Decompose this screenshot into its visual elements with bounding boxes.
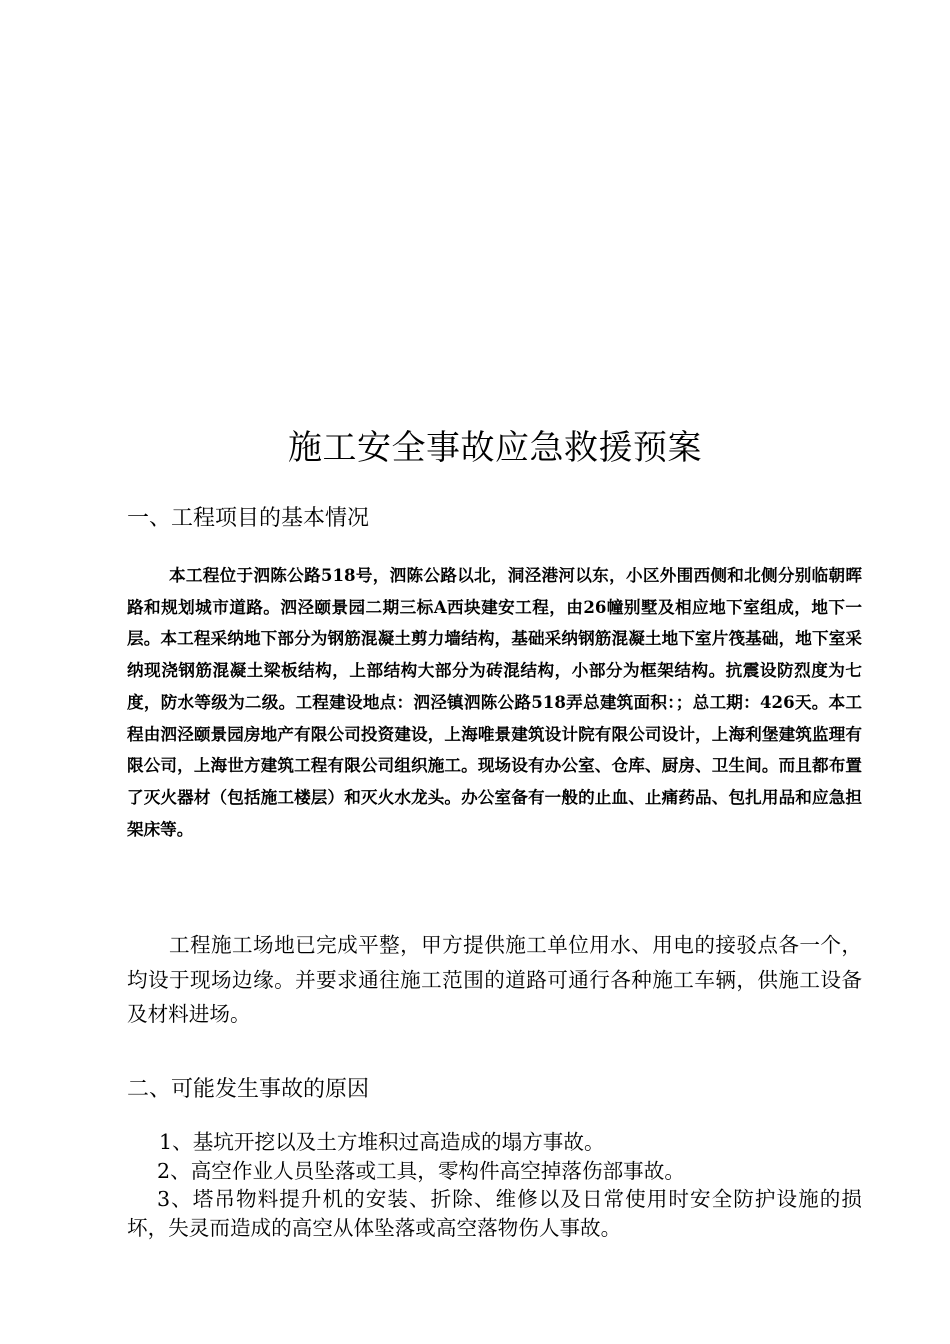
accident-causes-list xyxy=(127,1128,862,1242)
document-title: 施工安全事故应急救援预案 xyxy=(288,428,702,468)
section-heading-accident-causes: 二、可能发生事故的原因 xyxy=(127,1077,370,1102)
site-preparation-paragraph: 工程施工场地已完成平整，甲方提供施工单位用水、用电的接驳点各一个，均设于现场边缘。并要求通往施工范围的道路可通行各种施工车辆，供施工设备及材料进场。 xyxy=(127,933,862,1026)
list-item: 3、塔吊物料提升机的安装、折除、维修以及日常使用时安全防护设施的损坏，失灵而造成的高空从体坠落或高空落物伤人事故。 xyxy=(127,1187,862,1240)
project-description-paragraph: 本工程位于泗陈公路518号，泗陈公路以北，洞泾港河以东，小区外围西侧和北侧分别临朝晖路和规划城市道路。泗泾颐景园二期三标A西块建安工程，由26幢别墅及相应地下室组成，地下一层。本工程采纳地下部分为钢筋混凝土剪力墙结构，基础采纳钢筋混凝土地下室片筏基础，地下室采纳现浇钢筋混凝土梁板结构，上部结构大部分为砖混结构，小部分为框架结构。抗震设防烈度为七度，防水等级为二级。工程建设地点：泗泾镇泗陈公路518弄总建筑面积：；总工期：426天。本工程由泗泾颐景园房地产有限公司投资建设，上海唯景建筑设计院有限公司设计，上海利堡建筑监理有限公司，上海世方建筑工程有限公司组织施工。现场设有办公室、仓库、厨房、卫生间。而且都布置了灭火器材（包括施工楼层）和灭火水龙头。办公室备有一般的止血、止痛药品、包扎用品和应急担架床等。 xyxy=(127,565,862,839)
section-heading-project-overview: 一、工程项目的基本情况 xyxy=(127,506,370,531)
list-item: 1、基坑开挖以及土方堆积过高造成的塌方事故。 xyxy=(159,1130,605,1154)
list-item: 2、高空作业人员坠落或工具，零构件高空掉落伤部事故。 xyxy=(157,1158,685,1183)
